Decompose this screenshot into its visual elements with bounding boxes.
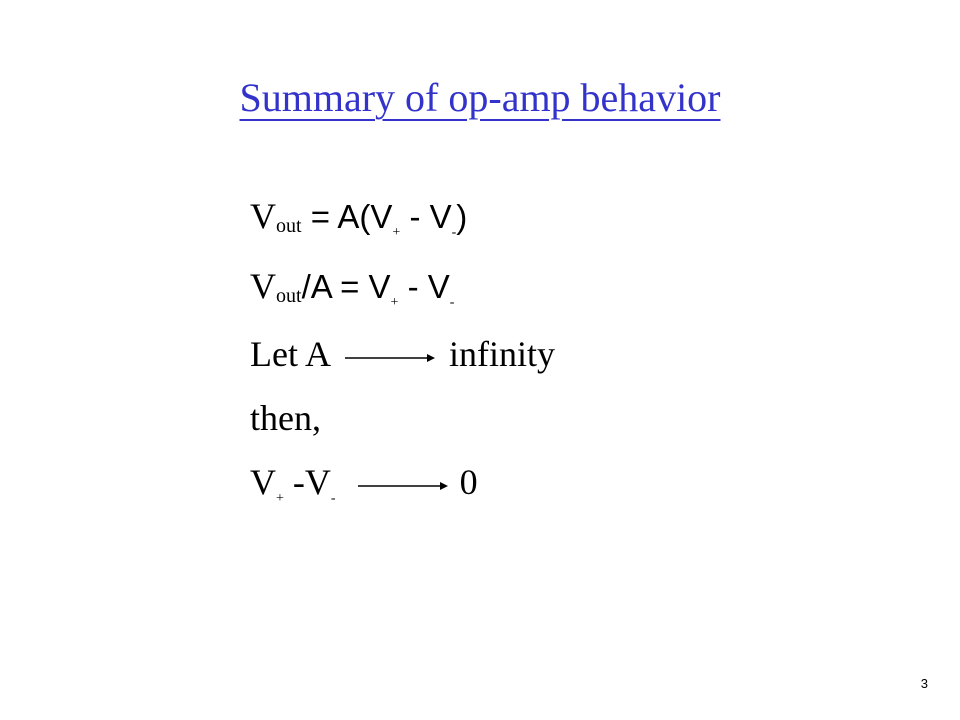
right-arrow-icon: [358, 479, 448, 493]
equation-text: ): [456, 198, 468, 235]
subscript-minus: -: [330, 491, 336, 506]
right-arrow-icon: [345, 351, 435, 365]
page-number: 3: [920, 676, 928, 691]
v-symbol: V: [250, 462, 276, 502]
then-text: then,: [250, 398, 321, 438]
subscript-out: out: [276, 285, 302, 307]
zero-text: 0: [459, 462, 478, 502]
subscript-plus: +: [276, 491, 284, 506]
v-symbol: V: [250, 196, 276, 236]
slide-title: Summary of op-amp behavior: [239, 75, 721, 120]
infinity-text: infinity: [448, 334, 555, 374]
equation-line-2: [250, 266, 454, 315]
subscript-minus: -: [449, 295, 455, 310]
equation-line-1: [250, 196, 467, 245]
equation-line-3: [250, 334, 555, 374]
subscript-plus: +: [392, 225, 401, 240]
subscript-out: out: [276, 215, 302, 237]
equation-text: -V: [283, 462, 331, 502]
subscript-minus: -: [451, 225, 457, 240]
v-symbol: V: [250, 266, 276, 306]
equation-text: /A = V: [301, 268, 391, 305]
equation-line-4: [250, 398, 321, 438]
subscript-plus: +: [390, 295, 399, 310]
equation-text: = A(V: [301, 198, 393, 235]
equation-text: - V: [400, 198, 452, 235]
equation-text: - V: [398, 268, 450, 305]
let-a-text: Let A: [250, 334, 331, 374]
equation-line-5: [250, 462, 478, 511]
